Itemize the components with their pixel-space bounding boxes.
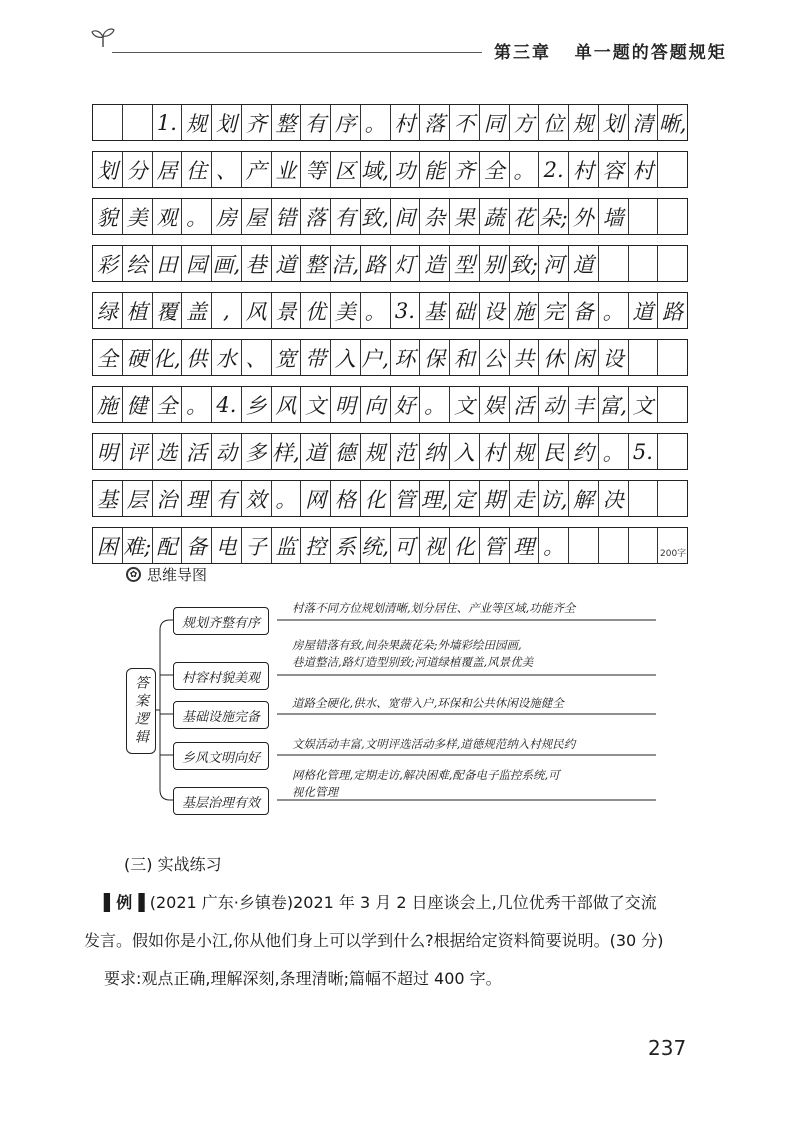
grid-cell: 。 [272,481,302,516]
grid-cell: 。 [599,293,629,328]
mindmap-branch: 基层治理有效 [173,787,269,815]
grid-cell: 型 [450,246,480,281]
mind-map-icon: ✿ [126,567,141,582]
grid-cell: 序 [331,105,361,140]
grid-row [92,339,688,376]
grid-cell: 错 [272,199,302,234]
grid-cell: 道 [569,246,599,281]
grid-cell [658,481,687,516]
section-title: (三) 实战练习 [124,855,222,874]
grid-cell: 备 [569,293,599,328]
grid-cell: 居 [153,152,183,187]
grid-row [92,527,688,564]
grid-cell: 区 [331,152,361,187]
grid-cell: 划 [599,105,629,140]
grid-cell: 富, [599,387,629,422]
grid-cell: 系 [331,528,361,563]
running-header [494,38,727,63]
mindmap-detail [292,767,560,801]
chapter-title: 单一题的答题规矩 [574,43,727,63]
grid-cell: 乡 [242,387,272,422]
grid-cell: 理, [420,481,450,516]
grid-cell: 理 [510,528,540,563]
grid-cell: 硬 [123,340,153,375]
grid-cell: 明 [331,387,361,422]
grid-cell: 致, [361,199,391,234]
grid-cell: 定 [450,481,480,516]
grid-cell: 覆 [153,293,183,328]
grid-cell: 电 [212,528,242,563]
mindmap-detail [292,637,533,671]
grid-cell: 落 [301,199,331,234]
grid-cell: 规 [361,434,391,469]
grid-cell: 休 [539,340,569,375]
grid-cell: 。 [361,293,391,328]
grid-cell: 公 [480,340,510,375]
grid-cell: 画, [212,246,242,281]
grid-cell: 设 [599,340,629,375]
grid-cell: 住 [182,152,212,187]
grid-cell: 治 [153,481,183,516]
grid-cell [629,528,659,563]
detail-line: 房屋错落有致,间杂果蔬花朵;外墙彩绘田园画, [292,638,522,652]
grid-cell: 道 [629,293,659,328]
grid-cell: 决 [599,481,629,516]
grid-cell: 活 [510,387,540,422]
grid-cell: 域, [361,152,391,187]
grid-cell: 有 [212,481,242,516]
grid-cell: 统, [361,528,391,563]
grid-cell: 难; [123,528,153,563]
grid-cell: 分 [123,152,153,187]
grid-cell [658,246,687,281]
grid-cell: 等 [301,152,331,187]
grid-cell: 间 [391,199,421,234]
grid-cell: 道 [272,246,302,281]
grid-cell: 1. [153,105,183,140]
grid-row [92,292,688,329]
grid-cell: 位 [539,105,569,140]
grid-cell: 基 [93,481,123,516]
mindmap-detail [292,695,564,712]
grid-cell: 造 [420,246,450,281]
word-count: 200字 [660,549,687,559]
grid-cell: 环 [391,340,421,375]
grid-cell: 规 [569,105,599,140]
grid-cell: 别 [480,246,510,281]
grid-cell: 优 [301,293,331,328]
grid-cell: 3. [391,293,421,328]
header-rule [112,52,482,53]
grid-cell: 配 [153,528,183,563]
grid-cell: 宽 [272,340,302,375]
grid-cell [629,340,659,375]
grid-cell: 施 [93,387,123,422]
grid-cell: 彩 [93,246,123,281]
grid-cell: 村 [629,152,659,187]
grid-cell: 格 [331,481,361,516]
grid-cell: 晰, [658,111,687,136]
grid-cell: 。 [361,105,391,140]
grid-cell: 动 [539,387,569,422]
grid-cell: 化 [361,481,391,516]
grid-cell: 屋 [242,199,272,234]
grid-cell: 不 [450,105,480,140]
mindmap-branch: 乡风文明向好 [173,742,269,770]
grid-cell: 观 [153,199,183,234]
grid-cell: 有 [301,105,331,140]
grid-cell: 文 [629,387,659,422]
detail-line: 视化管理 [292,785,338,799]
grid-cell: 范 [391,434,421,469]
example-prompt-text: (2021 广东·乡镇卷)2021 年 3 月 2 日座谈会上,几位优秀干部做了交流 [149,893,657,912]
grid-row [92,198,688,235]
grid-cell: 。 [510,152,540,187]
grid-cell: 2. [539,152,569,187]
grid-cell: 理 [182,481,212,516]
grid-row [92,151,688,188]
grid-cell: 蔬 [480,199,510,234]
chapter-label: 第三章 [494,43,551,63]
mindmap-detail [292,736,575,753]
grid-cell: 规 [182,105,212,140]
grid-cell: 、 [242,340,272,375]
detail-line: 村落不同方位规划清晰,划分居住、产业等区域,功能齐全 [292,601,576,615]
grid-cell [658,199,687,234]
grid-cell: 解 [569,481,599,516]
grid-cell: 。 [182,387,212,422]
grid-cell: 样, [272,434,302,469]
grid-cell: 水 [212,340,242,375]
example-prompt-line: 发言。假如你是小江,你从他们身上可以学到什么?根据给定资料简要说明。(30 分) [84,931,664,950]
grid-cell: 路 [361,246,391,281]
grid-cell: 走 [510,481,540,516]
grid-cell: 子 [242,528,272,563]
grid-cell: 、 [212,152,242,187]
grid-cell: 管 [480,528,510,563]
grid-cell: 设 [480,293,510,328]
grid-cell: 划 [212,105,242,140]
grid-cell: 5. [629,434,659,469]
detail-line: 道路全硬化,供水、宽带入户,环保和公共休闲设施健全 [292,696,564,710]
grid-cell: 功 [391,152,421,187]
grid-cell: 备 [182,528,212,563]
grid-cell: 杂 [420,199,450,234]
grid-cell: 带 [301,340,331,375]
grid-cell: 全 [153,387,183,422]
grid-cell: 共 [510,340,540,375]
grid-cell: 齐 [450,152,480,187]
grid-cell: 外 [569,199,599,234]
grid-cell: 花 [510,199,540,234]
grid-cell: 业 [272,152,302,187]
grid-cell: 健 [123,387,153,422]
grid-cell: 丰 [569,387,599,422]
grid-cell: 落 [420,105,450,140]
grid-cell [658,387,687,422]
grid-cell: 路 [662,299,684,324]
detail-line: 网格化管理,定期走访,解决困难,配备电子监控系统,可 [292,768,560,782]
mindmap-title: 思维导图 [147,566,208,584]
grid-cell: 。 [599,434,629,469]
grid-cell: 致; [510,246,540,281]
grid-cell: 网 [301,481,331,516]
grid-cell: 齐 [242,105,272,140]
grid-cell: 向 [361,387,391,422]
grid-cell: 。 [182,199,212,234]
grid-cell: 评 [123,434,153,469]
grid-cell: 同 [480,105,510,140]
grid-cell: 供 [182,340,212,375]
grid-cell: 景 [272,293,302,328]
grid-cell: 基 [420,293,450,328]
grid-cell: 貌 [93,199,123,234]
grid-cell: 有 [331,199,361,234]
grid-cell: 清 [629,105,659,140]
grid-cell: 德 [331,434,361,469]
answer-grid [92,104,688,574]
grid-row [92,245,688,282]
grid-cell: 。 [539,528,569,563]
grid-cell: 能 [420,152,450,187]
grid-cell: 入 [450,434,480,469]
grid-cell: 文 [450,387,480,422]
grid-cell: 道 [301,434,331,469]
grid-cell: 约 [569,434,599,469]
grid-cell [599,528,629,563]
grid-row [92,480,688,517]
grid-cell: 房 [212,199,242,234]
page-number: 237 [648,1036,687,1060]
grid-cell: 全 [480,152,510,187]
grid-row [92,433,688,470]
grid-cell: 纳 [420,434,450,469]
grid-cell: 果 [450,199,480,234]
grid-cell: 。 [420,387,450,422]
grid-cell: 困 [93,528,123,563]
grid-cell: 入 [331,340,361,375]
grid-cell [629,246,659,281]
grid-cell [123,105,153,140]
grid-cell [93,105,123,140]
grid-cell: 河 [539,246,569,281]
grid-cell: 全 [93,340,123,375]
grid-row [92,386,688,423]
example-label: ▌例▐ [104,893,145,912]
grid-cell [658,340,687,375]
mindmap-branch: 规划齐整有序 [173,607,269,635]
grid-cell [658,152,687,187]
grid-cell: 村 [391,105,421,140]
grid-cell: 巷 [242,246,272,281]
grid-cell: 盖 [182,293,212,328]
grid-cell: 整 [301,246,331,281]
requirements-text: 要求:观点正确,理解深刻,条理清晰;篇幅不超过 400 字。 [104,969,502,988]
grid-cell: 园 [182,246,212,281]
grid-cell: 美 [123,199,153,234]
grid-cell: 础 [450,293,480,328]
grid-cell: 田 [153,246,183,281]
grid-row [92,104,688,141]
grid-cell: 文 [301,387,331,422]
grid-cell: 施 [510,293,540,328]
grid-cell: 民 [539,434,569,469]
grid-cell: 明 [93,434,123,469]
grid-cell: 绿 [93,293,123,328]
grid-cell: 户, [361,340,391,375]
grid-cell: 容 [599,152,629,187]
grid-cell: 控 [301,528,331,563]
grid-cell: 监 [272,528,302,563]
grid-cell: 洁, [331,246,361,281]
mindmap-heading [126,564,207,585]
mindmap-branch: 基础设施完备 [173,701,269,729]
example-prompt-line [104,886,694,920]
grid-cell: 植 [123,293,153,328]
grid-cell [629,199,659,234]
grid-cell [569,528,599,563]
grid-cell: 选 [153,434,183,469]
grid-cell: 期 [480,481,510,516]
grid-cell: 灯 [391,246,421,281]
grid-cell: 活 [182,434,212,469]
sprout-icon [90,26,116,48]
grid-cell [629,481,659,516]
grid-cell: 访, [539,481,569,516]
grid-cell: 娱 [480,387,510,422]
grid-cell: 可 [391,528,421,563]
grid-cell: 绘 [123,246,153,281]
grid-cell: 划 [93,152,123,187]
grid-cell: 闲 [569,340,599,375]
grid-cell: 朵; [539,199,569,234]
grid-cell: 产 [242,152,272,187]
grid-cell: 保 [420,340,450,375]
grid-cell: 管 [391,481,421,516]
grid-cell: 动 [212,434,242,469]
grid-cell: 风 [242,293,272,328]
grid-cell [658,434,687,469]
mindmap-branch: 村容村貌美观 [173,662,269,690]
grid-cell: , [212,293,242,328]
grid-cell: 视 [420,528,450,563]
grid-cell: 好 [391,387,421,422]
detail-line: 文娱活动丰富,文明评选活动多样,道德规范纳入村规民约 [292,737,576,751]
grid-cell: 风 [272,387,302,422]
grid-cell: 化, [153,340,183,375]
grid-cell: 化 [450,528,480,563]
grid-cell [599,246,629,281]
grid-cell: 完 [539,293,569,328]
grid-cell: 4. [212,387,242,422]
grid-cell: 方 [510,105,540,140]
grid-cell: 多 [242,434,272,469]
mindmap-detail [292,600,575,617]
detail-line: 巷道整洁,路灯造型别致;河道绿植覆盖,风景优美 [292,655,534,669]
grid-cell: 村 [480,434,510,469]
grid-cell: 村 [569,152,599,187]
grid-cell: 整 [272,105,302,140]
grid-cell: 规 [510,434,540,469]
grid-cell: 和 [450,340,480,375]
grid-cell: 美 [331,293,361,328]
mindmap-root: 答案逻辑 [126,668,156,754]
grid-cell: 效 [242,481,272,516]
grid-cell: 墙 [599,199,629,234]
grid-cell: 层 [123,481,153,516]
